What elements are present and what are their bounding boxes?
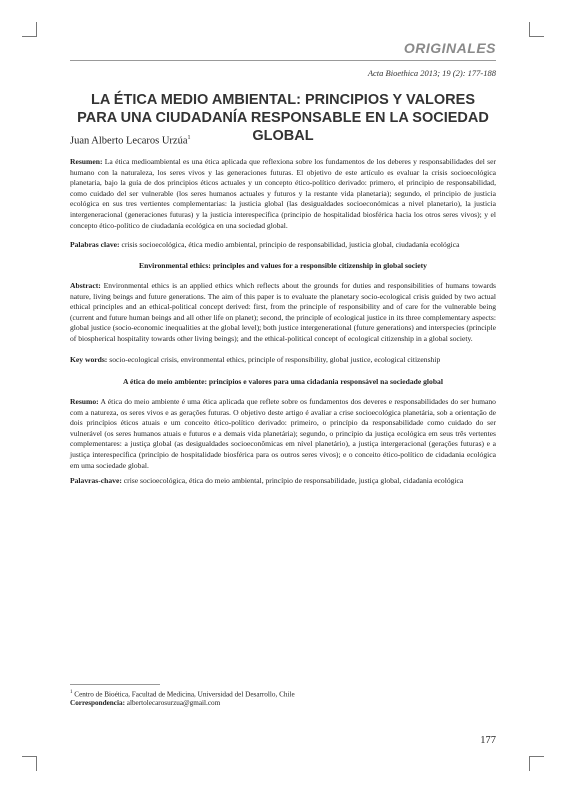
spanish-keywords-label: Palabras clave: [70,240,120,249]
author-footnote-mark: 1 [187,135,191,141]
spanish-keywords-text: crisis socioecológica, ética medio ambiental, principio de responsabilidad, justicia global, ciudadanía ecológica [121,240,460,249]
crop-mark-top-right [529,22,544,37]
author-line [70,135,191,147]
english-title: Environmental ethics: principles and values for a responsible citizenship in global society [139,261,427,270]
english-keywords-text: socio-ecological crisis, environmental ethics, principle of responsibility, global justice, ecological citizenship [109,355,441,364]
spanish-keywords [70,240,496,251]
correspondence-footnote [70,698,496,708]
portuguese-abstract-text: A ética do meio ambiente é uma ética aplicada que reflete sobre os fundamentos dos deveres e responsabilidades do ser humano com a natureza, os seres vivos e as gerações futuras. O objetivo deste artigo é avaliar a crise socioecológica planetária, sob a orientação de dois princípios éticos atuais e um conceito ético-político derivado: primeiro, o princípio da responsabilidade como cuidado do ser vulnerável (os seres humanos atuais e futuros e a demais vida planetária); segundo, o princípio da justiça ecológica em seus três vertentes complementares: a justiça global (as desigualdades socioeconômicas em nível planetário), a justiça intergeracional (gerações futuras) e a justiça interespecífica (princípio de hospitalidade biosférica para os outros seres vivos); e o conceito ético-político de cidadania ecológica em uma sociedade global. [70,397,496,470]
crop-mark-bottom-right [529,756,544,771]
affiliation-text: Centro de Bioética, Facultad de Medicina, Universidad del Desarrollo, Chile [74,690,295,699]
portuguese-title: A ética do meio ambiente: princípios e valores para uma cidadania responsável na sociedade global [123,377,443,386]
crop-mark-bottom-left [22,756,37,771]
portuguese-abstract [70,397,496,471]
header-rule [70,60,496,61]
footnote-rule [70,684,160,685]
portuguese-keywords-label: Palavras-chave: [70,476,122,485]
correspondence-email[interactable]: albertolecarosurzua@gmail.com [126,699,221,707]
english-abstract-text: Environmental ethics is an applied ethics which reflects about the grounds for duties and responsibilities of humans towards nature, living beings and future generations. The aim of this paper is to evaluate the planetary socio-ecological crisis guided by two actual ethical principles and an ethical-political concept derived: first, from the principle of responsibility and of care for the vulnerable being (current and future human beings and all other life on planet); second, the principle of ecological justice in its three complementary aspects: global justice (socio-economic inequalities at the global level); both justice intergenerational (future generations) and interspecies (principle of biospherical hospitality towards other living beings); and the ethical-political concept of ecological citizenship in a global society. [70,281,496,343]
section-label: ORIGINALES [403,40,496,56]
affiliation-footnote-mark: 1 [70,690,73,695]
portuguese-keywords-text: crise socioecológica, ética do meio ambiental, princípio de responsabilidade, justiça global, cidadania ecológica [123,476,464,485]
correspondence-label: Correspondencia: [70,699,125,707]
article-title: LA ÉTICA MEDIO AMBIENTAL: PRINCIPIOS Y VALORES PARA UNA CIUDADANÍA RESPONSABLE EN LA SOCIEDAD GLOBAL [77,92,489,144]
author-name: Juan Alberto Lecaros Urzúa [70,135,188,147]
journal-citation: Acta Bioethica 2013; 19 (2): 177-188 [367,68,496,78]
spanish-abstract-text: La ética medioambiental es una ética aplicada que reflexiona sobre los fundamentos de los deberes y responsabilidades del ser humano con la naturaleza, los seres vivos y las generaciones futuras. El objetivo de este artículo es evaluar la crisis socioecológica planetaria, bajo la guía de dos principios éticos actuales y un concepto ético-político derivado: primero, el principio de responsabilidad, como cuidado del ser vulnerable (los seres humanos actuales y futuros y la restante vida planetaria); segundo, el principio de justicia ecológica en sus tres vertientes complementarias: la justicia global (las desigualdades socioeconómicas a nivel planetario), la justicia intergeneracional (generaciones futuras) y la justicia interespecífica (principio de hospitalidad biosférica hacia los otros seres vivos); y el concepto ético-político de ciudadanía ecológica en una sociedad global. [70,157,496,230]
crop-mark-top-left [22,22,37,37]
spanish-abstract-label: Resumen: [70,157,103,166]
portuguese-keywords [70,476,496,487]
english-keywords [70,355,496,366]
english-abstract [70,281,496,345]
spanish-abstract [70,157,496,231]
page-number: 177 [480,735,496,746]
english-keywords-label: Key words: [70,355,108,364]
portuguese-abstract-label: Resumo: [70,397,99,406]
english-abstract-label: Abstract: [70,281,101,290]
